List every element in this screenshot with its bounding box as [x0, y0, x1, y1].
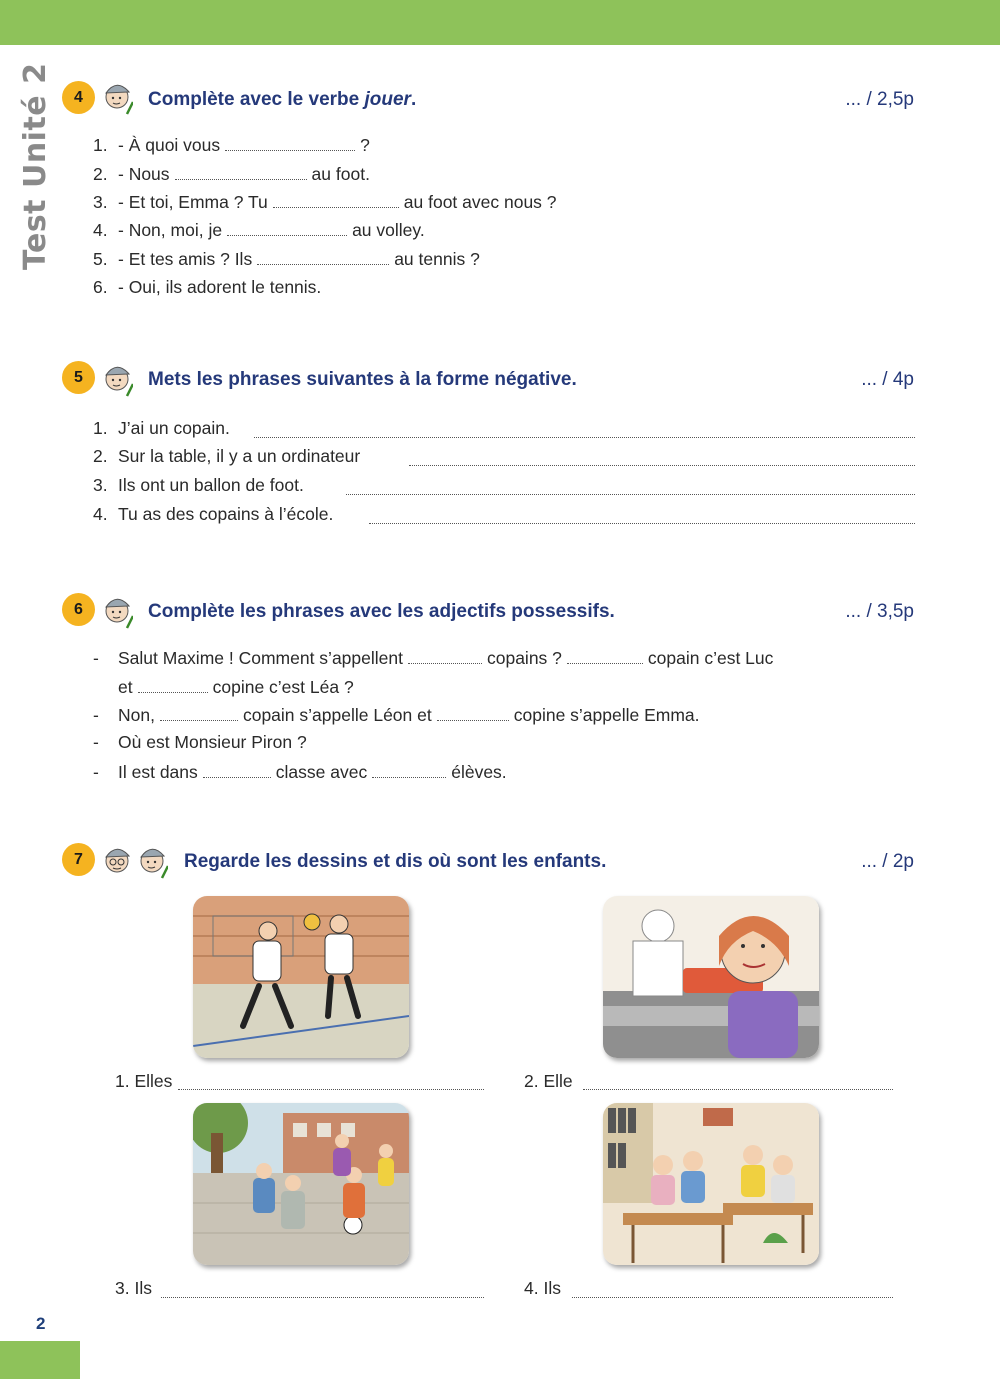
answer-line[interactable]	[409, 464, 915, 466]
exercise-number-badge: 6	[62, 593, 95, 626]
list-item: 1. J’ai un copain.	[93, 418, 230, 438]
list-item: - Salut Maxime ! Comment s’appellent copains ? copain c’est Luc	[93, 648, 774, 668]
student-writing-icon	[103, 362, 133, 398]
picture-caption: 4. Ils	[524, 1278, 561, 1298]
bottom-green-box	[0, 1341, 80, 1379]
answer-line[interactable]	[583, 1088, 893, 1090]
list-item: 2. - Nous au foot.	[93, 164, 370, 184]
student-writing-icon	[103, 80, 133, 116]
exercise-title: Regarde les dessins et dis où sont les enfants.	[184, 851, 607, 872]
exercise-number-badge: 7	[62, 843, 95, 876]
list-item: 3. - Et toi, Emma ? Tu au foot avec nous ?	[93, 192, 557, 212]
exercise-score: ... / 3,5p	[845, 601, 914, 622]
canteen-illustration	[603, 896, 819, 1058]
list-item: 4. Tu as des copains à l’école.	[93, 504, 334, 524]
list-item: 4. - Non, moi, je au volley.	[93, 220, 425, 240]
answer-blank[interactable]	[175, 165, 307, 180]
answer-line[interactable]	[161, 1296, 484, 1298]
exercise-number-badge: 4	[62, 81, 95, 114]
answer-line[interactable]	[346, 493, 915, 495]
page-number: 2	[36, 1314, 46, 1333]
answer-line[interactable]	[178, 1088, 484, 1090]
picture-caption: 2. Elle	[524, 1071, 573, 1091]
answer-line[interactable]	[572, 1296, 893, 1298]
list-item: 1. - À quoi vous ?	[93, 135, 370, 155]
list-item: 2. Sur la table, il y a un ordinateur	[93, 446, 361, 466]
answer-blank[interactable]	[225, 136, 355, 151]
classroom-illustration	[603, 1103, 819, 1265]
exercise-score: ... / 4p	[861, 369, 914, 390]
answer-blank[interactable]	[257, 250, 389, 265]
exercise-score: ... / 2,5p	[845, 89, 914, 110]
exercise-title: Complète les phrases avec les adjectifs possessifs.	[148, 601, 615, 622]
answer-blank[interactable]	[227, 221, 347, 236]
list-item: 6. - Oui, ils adorent le tennis.	[93, 277, 322, 297]
answer-blank[interactable]	[138, 678, 208, 693]
answer-blank[interactable]	[160, 706, 238, 721]
answer-blank[interactable]	[273, 193, 399, 208]
playground-illustration	[193, 1103, 409, 1265]
list-item: et copine c’est Léa ?	[118, 677, 354, 697]
list-item: - Où est Monsieur Piron ?	[93, 732, 307, 752]
answer-blank[interactable]	[372, 763, 446, 778]
picture-caption: 3. Ils	[115, 1278, 152, 1298]
picture-caption: 1. Elles	[115, 1071, 173, 1091]
side-title: Test Unité 2	[18, 62, 53, 270]
exercise-title: Complète avec le verbe jouer.	[148, 89, 417, 110]
answer-blank[interactable]	[203, 763, 271, 778]
gym-volleyball-illustration	[193, 896, 409, 1058]
exercise-title: Mets les phrases suivantes à la forme négative.	[148, 369, 577, 390]
student-listening-icon	[103, 844, 133, 880]
list-item: - Il est dans classe avec élèves.	[93, 762, 507, 782]
list-item: - Non, copain s’appelle Léon et copine s’appelle Emma.	[93, 705, 700, 725]
answer-blank[interactable]	[408, 649, 482, 664]
exercise-number-badge: 5	[62, 361, 95, 394]
answer-blank[interactable]	[437, 706, 509, 721]
student-writing-icon	[138, 844, 168, 880]
answer-line[interactable]	[254, 436, 915, 438]
top-green-bar	[0, 0, 1000, 45]
student-writing-icon	[103, 594, 133, 630]
exercise-score: ... / 2p	[861, 851, 914, 872]
list-item: 5. - Et tes amis ? Ils au tennis ?	[93, 249, 480, 269]
list-item: 3. Ils ont un ballon de foot.	[93, 475, 304, 495]
answer-blank[interactable]	[567, 649, 643, 664]
answer-line[interactable]	[369, 522, 915, 524]
